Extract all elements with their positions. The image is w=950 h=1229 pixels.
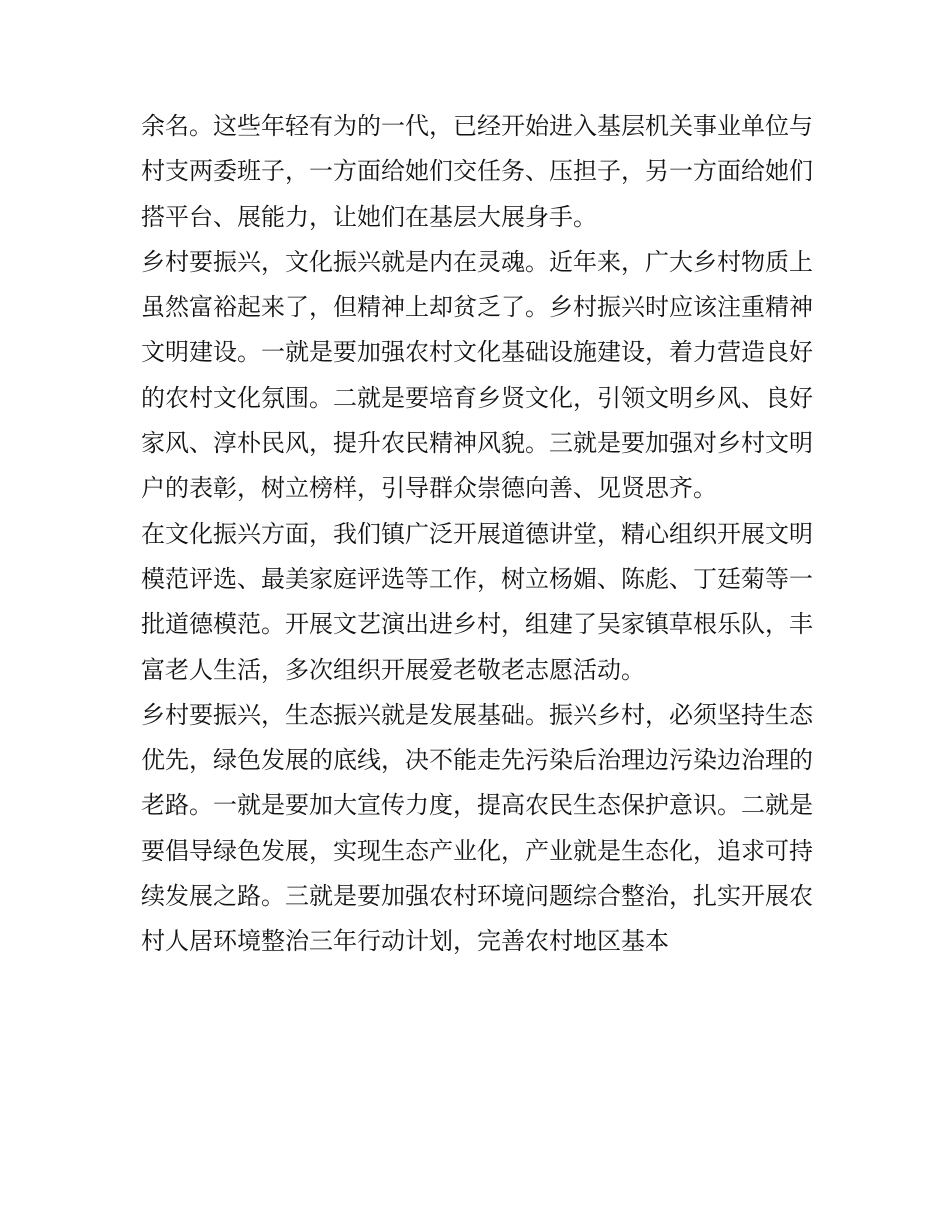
paragraph-cultural-revitalization: 乡村要振兴，文化振兴就是内在灵魂。近年来，广大乡村物质上虽然富裕起来了，但精神上却贫乏了。乡村振兴时应该注重精神文明建设。一就是要加强农村文化基础设施建设，着力营造良好的农村文化氛围。二就是要培育乡贤文化，引领文明乡风、良好家风、淳朴民风，提升农民精神风貌。三就是要加强对乡村文明户的表彰，树立榜样，引导群众崇德向善、见贤思齐。 [141,247,813,503]
paragraph-women-cadres: 余名。这些年轻有为的一代，已经开始进入基层机关事业单位与村支两委班子，一方面给她们交任务、压担子，另一方面给她们搭平台、展能力，让她们在基层大展身手。 [141,112,813,231]
paragraph-ecological-revitalization: 乡村要振兴，生态振兴就是发展基础。振兴乡村，必须坚持生态优先，绿色发展的底线，决不能走先污染后治理边污染边治理的老路。一就是要加大宣传力度，提高农民生态保护意识。二就是要倡导绿色发展，实现生态产业化，产业就是生态化，追求可持续发展之路。三就是要加强农村环境问题综合整治，扎实开展农村人居环境整治三年行动计划，完善农村地区基本 [141,700,813,956]
paragraph-town-culture-work: 在文化振兴方面，我们镇广泛开展道德讲堂，精心组织开展文明模范评选、最美家庭评选等工作，树立杨媚、陈彪、丁廷菊等一批道德模范。开展文艺演出进乡村，组建了吴家镇草根乐队，丰富老人生活，多次组织开展爱老敬老志愿活动。 [141,519,813,684]
document-body [141,104,813,965]
